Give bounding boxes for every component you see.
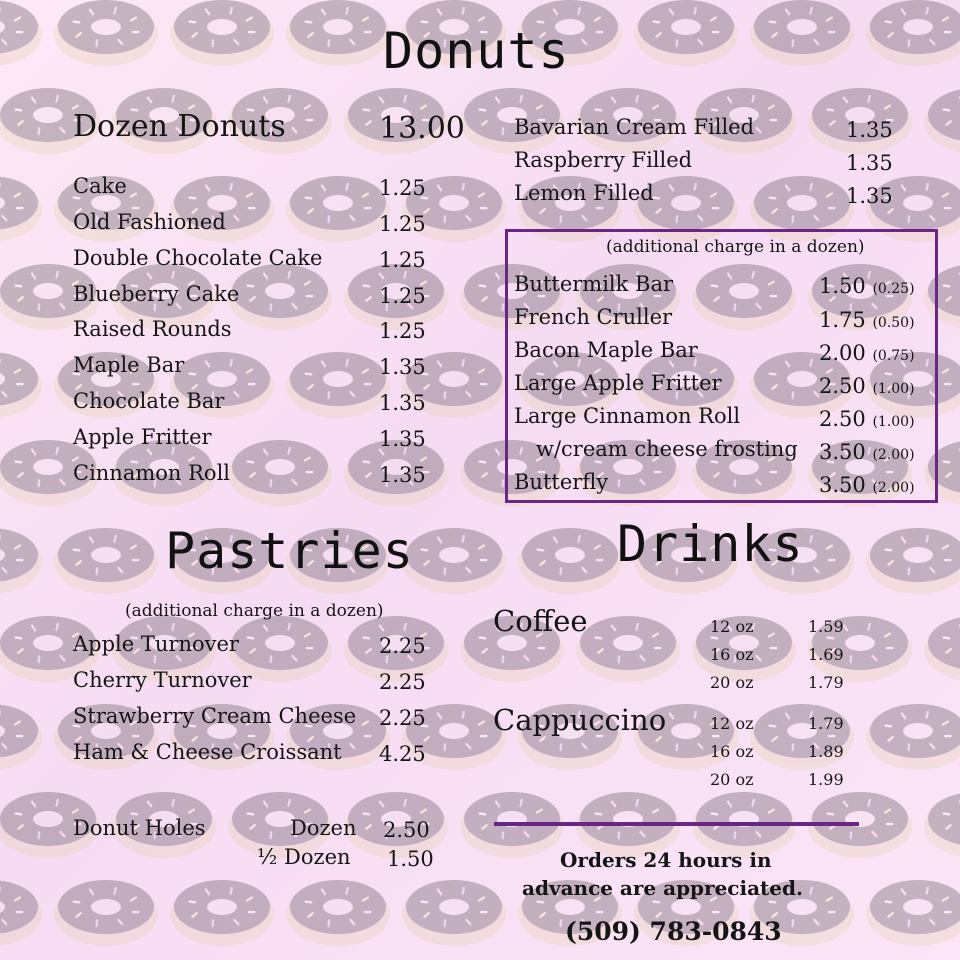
section-divider xyxy=(494,822,859,826)
specialty-item-name: Large Apple Fritter xyxy=(514,371,722,395)
specialty-item-price: 2.00 (0.75) xyxy=(819,341,915,365)
specialty-item-price: 2.50 (1.00) xyxy=(819,374,915,398)
filled-item-name: Bavarian Cream Filled xyxy=(514,115,755,139)
specialty-item-name: Butterfly xyxy=(514,470,609,494)
donut-item-price: 1.25 xyxy=(379,212,426,236)
drink-price: 1.99 xyxy=(808,770,844,789)
donut-item-name: Maple Bar xyxy=(73,353,185,377)
specialty-item-price: 3.50 (2.00) xyxy=(819,473,915,497)
donut-item-price: 1.35 xyxy=(379,463,426,487)
donut-item-name: Cake xyxy=(73,174,127,198)
pastry-item-price: 2.25 xyxy=(379,670,426,694)
phone-number[interactable]: (509) 783-0843 xyxy=(565,917,782,946)
specialty-item-price: 2.50 (1.00) xyxy=(819,407,915,431)
filled-item-name: Lemon Filled xyxy=(514,181,654,205)
drinks-heading: Drinks xyxy=(617,515,804,573)
donut-item-price: 1.25 xyxy=(379,319,426,343)
specialty-item-price: 1.75 (0.50) xyxy=(819,308,915,332)
specialty-item-price: 1.50 (0.25) xyxy=(819,274,915,298)
donut-item-price: 1.25 xyxy=(379,248,426,272)
drink-price: 1.89 xyxy=(808,742,844,761)
drink-name: Cappuccino xyxy=(493,703,667,737)
specialty-item-name: Buttermilk Bar xyxy=(514,272,674,296)
donut-holes-size: ½ Dozen xyxy=(257,845,351,869)
specialty-item-name: Large Cinnamon Roll xyxy=(514,404,741,428)
pastry-item-price: 2.25 xyxy=(379,706,426,730)
donuts-heading: Donuts xyxy=(383,22,570,80)
donut-item-name: Apple Fritter xyxy=(73,425,212,449)
donut-item-price: 1.35 xyxy=(379,391,426,415)
donut-item-name: Blueberry Cake xyxy=(73,282,240,306)
specialty-note: (additional charge in a dozen) xyxy=(606,237,865,257)
filled-item-price: 1.35 xyxy=(846,118,893,142)
donut-item-name: Old Fashioned xyxy=(73,210,226,234)
donut-item-name: Double Chocolate Cake xyxy=(73,246,323,270)
donut-item-name: Chocolate Bar xyxy=(73,389,225,413)
donut-holes-price: 2.50 xyxy=(383,818,430,842)
drink-size: 20 oz xyxy=(710,673,754,692)
drink-price: 1.59 xyxy=(808,617,844,636)
donut-item-price: 1.25 xyxy=(379,176,426,200)
donut-item-name: Cinnamon Roll xyxy=(73,461,230,485)
drink-size: 20 oz xyxy=(710,770,754,789)
drink-size: 12 oz xyxy=(710,617,754,636)
pastry-item-name: Ham & Cheese Croissant xyxy=(73,740,342,764)
orders-notice-line2: advance are appreciated. xyxy=(522,876,803,900)
pastries-note: (additional charge in a dozen) xyxy=(125,601,384,621)
donut-item-price: 1.35 xyxy=(379,427,426,451)
pastry-item-price: 2.25 xyxy=(379,634,426,658)
pastries-heading: Pastries xyxy=(165,522,414,580)
drink-size: 16 oz xyxy=(710,645,754,664)
donut-item-price: 1.35 xyxy=(379,355,426,379)
drink-price: 1.79 xyxy=(808,714,844,733)
specialty-item-name: Bacon Maple Bar xyxy=(514,338,698,362)
filled-item-name: Raspberry Filled xyxy=(514,148,693,172)
orders-notice-line1: Orders 24 hours in xyxy=(560,848,772,872)
dozen-donuts-label: Dozen Donuts xyxy=(73,109,286,144)
donut-item-name: Raised Rounds xyxy=(73,317,232,341)
donut-item-price: 1.25 xyxy=(379,284,426,308)
donut-holes-price: 1.50 xyxy=(387,847,434,871)
dozen-donuts-price: 13.00 xyxy=(379,111,465,146)
drink-size: 16 oz xyxy=(710,742,754,761)
pastry-item-name: Strawberry Cream Cheese xyxy=(73,704,357,728)
drink-name: Coffee xyxy=(493,604,588,638)
donut-holes-size: Dozen xyxy=(290,816,357,840)
filled-item-price: 1.35 xyxy=(846,151,893,175)
pastry-item-price: 4.25 xyxy=(379,742,426,766)
pastry-item-name: Apple Turnover xyxy=(73,632,239,656)
drink-price: 1.79 xyxy=(808,673,844,692)
drink-price: 1.69 xyxy=(808,645,844,664)
filled-item-price: 1.35 xyxy=(846,184,893,208)
specialty-item-name: w/cream cheese frosting xyxy=(536,437,798,461)
drink-size: 12 oz xyxy=(710,714,754,733)
donut-holes-label: Donut Holes xyxy=(73,816,206,840)
specialty-item-price: 3.50 (2.00) xyxy=(819,440,915,464)
pastry-item-name: Cherry Turnover xyxy=(73,668,252,692)
specialty-item-name: French Cruller xyxy=(514,305,673,329)
